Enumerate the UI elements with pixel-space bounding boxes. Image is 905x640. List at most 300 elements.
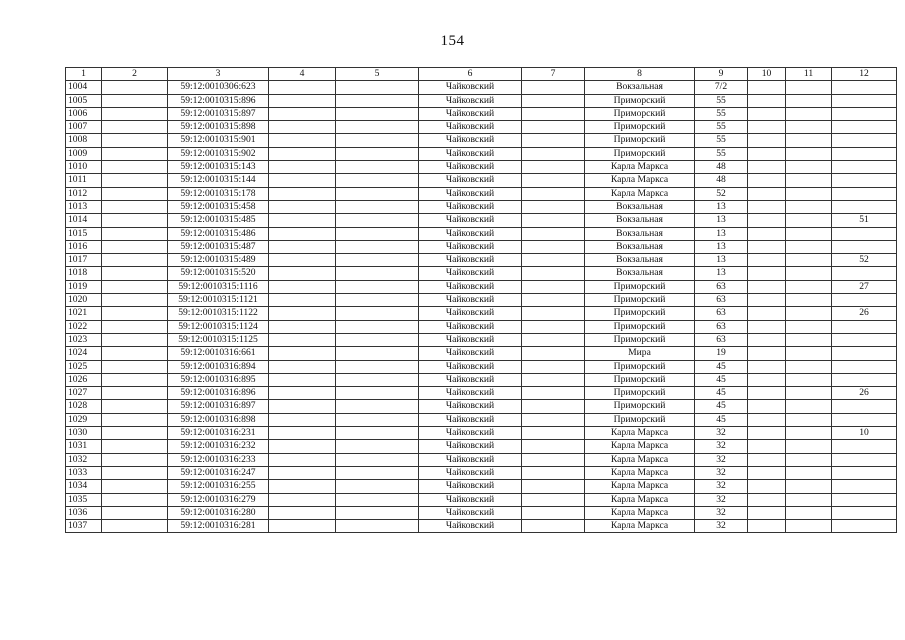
column-header: 12	[832, 68, 897, 81]
cadastral-number-cell: 59:12:0010316:895	[168, 373, 269, 386]
table-row	[66, 347, 897, 360]
house-number-cell: 48	[695, 161, 748, 174]
cell	[748, 413, 786, 426]
column-12-cell	[832, 506, 897, 519]
cell	[269, 520, 336, 533]
table-row	[66, 107, 897, 120]
city-cell: Чайковский	[419, 400, 522, 413]
column-12-cell	[832, 200, 897, 213]
cadastral-number-cell: 59:12:0010315:143	[168, 161, 269, 174]
cell	[786, 466, 832, 479]
street-cell: Приморский	[585, 107, 695, 120]
city-cell: Чайковский	[419, 373, 522, 386]
cell	[336, 307, 419, 320]
cadastral-number-cell: 59:12:0010315:1124	[168, 320, 269, 333]
cell	[522, 373, 585, 386]
cell	[269, 373, 336, 386]
cell	[748, 227, 786, 240]
city-cell: Чайковский	[419, 294, 522, 307]
cell	[748, 320, 786, 333]
table-row	[66, 520, 897, 533]
cell	[336, 107, 419, 120]
cell	[748, 373, 786, 386]
column-12-cell	[832, 267, 897, 280]
table-row	[66, 187, 897, 200]
cell	[336, 240, 419, 253]
column-12-cell	[832, 294, 897, 307]
cell	[269, 333, 336, 346]
cadastral-number-cell: 59:12:0010315:1116	[168, 280, 269, 293]
street-cell: Вокзальная	[585, 267, 695, 280]
house-number-cell: 13	[695, 200, 748, 213]
column-12-cell: 51	[832, 214, 897, 227]
column-header: 4	[269, 68, 336, 81]
street-cell: Карла Маркса	[585, 187, 695, 200]
house-number-cell: 13	[695, 254, 748, 267]
house-number-cell: 13	[695, 214, 748, 227]
table-row	[66, 227, 897, 240]
table-row	[66, 466, 897, 479]
city-cell: Чайковский	[419, 107, 522, 120]
house-number-cell: 45	[695, 373, 748, 386]
table-row	[66, 453, 897, 466]
row-number-cell: 1020	[66, 294, 102, 307]
cell	[336, 294, 419, 307]
cell	[336, 440, 419, 453]
cell	[522, 493, 585, 506]
cell	[336, 134, 419, 147]
cadastral-number-cell: 59:12:0010316:255	[168, 480, 269, 493]
city-cell: Чайковский	[419, 134, 522, 147]
table-row	[66, 307, 897, 320]
cell	[786, 506, 832, 519]
cell	[269, 413, 336, 426]
cell	[269, 161, 336, 174]
cadastral-number-cell: 59:12:0010316:897	[168, 400, 269, 413]
cell	[102, 307, 168, 320]
cadastral-number-cell: 59:12:0010315:178	[168, 187, 269, 200]
column-12-cell	[832, 466, 897, 479]
cell	[748, 94, 786, 107]
cell	[102, 240, 168, 253]
city-cell: Чайковский	[419, 147, 522, 160]
city-cell: Чайковский	[419, 333, 522, 346]
column-header: 2	[102, 68, 168, 81]
cell	[786, 147, 832, 160]
city-cell: Чайковский	[419, 466, 522, 479]
cell	[522, 254, 585, 267]
cadastral-number-cell: 59:12:0010316:896	[168, 387, 269, 400]
street-cell: Карла Маркса	[585, 453, 695, 466]
table-row	[66, 254, 897, 267]
house-number-cell: 13	[695, 227, 748, 240]
city-cell: Чайковский	[419, 440, 522, 453]
city-cell: Чайковский	[419, 413, 522, 426]
cell	[336, 493, 419, 506]
house-number-cell: 32	[695, 427, 748, 440]
cell	[269, 280, 336, 293]
street-cell: Мира	[585, 347, 695, 360]
row-number-cell: 1013	[66, 200, 102, 213]
house-number-cell: 55	[695, 134, 748, 147]
city-cell: Чайковский	[419, 174, 522, 187]
cell	[336, 413, 419, 426]
city-cell: Чайковский	[419, 214, 522, 227]
row-number-cell: 1024	[66, 347, 102, 360]
cell	[786, 320, 832, 333]
cell	[786, 214, 832, 227]
street-cell: Приморский	[585, 94, 695, 107]
cell	[748, 480, 786, 493]
cadastral-number-cell: 59:12:0010316:231	[168, 427, 269, 440]
cell	[522, 161, 585, 174]
table-row	[66, 214, 897, 227]
cell	[748, 161, 786, 174]
cell	[269, 427, 336, 440]
column-12-cell: 52	[832, 254, 897, 267]
column-header: 1	[66, 68, 102, 81]
street-cell: Приморский	[585, 333, 695, 346]
table-row	[66, 413, 897, 426]
row-number-cell: 1009	[66, 147, 102, 160]
street-cell: Вокзальная	[585, 200, 695, 213]
column-12-cell	[832, 187, 897, 200]
table-row	[66, 174, 897, 187]
cell	[748, 387, 786, 400]
cadastral-number-cell: 59:12:0010315:520	[168, 267, 269, 280]
row-number-cell: 1019	[66, 280, 102, 293]
cadastral-number-cell: 59:12:0010316:894	[168, 360, 269, 373]
street-cell: Приморский	[585, 134, 695, 147]
table-row	[66, 440, 897, 453]
cell	[102, 373, 168, 386]
cell	[336, 161, 419, 174]
city-cell: Чайковский	[419, 267, 522, 280]
cell	[748, 174, 786, 187]
house-number-cell: 63	[695, 320, 748, 333]
house-number-cell: 32	[695, 440, 748, 453]
cell	[786, 81, 832, 94]
table-row	[66, 506, 897, 519]
column-12-cell	[832, 493, 897, 506]
cell	[522, 94, 585, 107]
cell	[336, 466, 419, 479]
cadastral-number-cell: 59:12:0010316:898	[168, 413, 269, 426]
row-number-cell: 1006	[66, 107, 102, 120]
cell	[522, 506, 585, 519]
row-number-cell: 1028	[66, 400, 102, 413]
column-12-cell	[832, 161, 897, 174]
house-number-cell: 45	[695, 413, 748, 426]
cell	[102, 453, 168, 466]
cell	[748, 200, 786, 213]
cadastral-number-cell: 59:12:0010306:623	[168, 81, 269, 94]
row-number-cell: 1030	[66, 427, 102, 440]
column-header: 9	[695, 68, 748, 81]
house-number-cell: 55	[695, 121, 748, 134]
cell	[269, 187, 336, 200]
cell	[102, 227, 168, 240]
cell	[269, 267, 336, 280]
cell	[748, 400, 786, 413]
street-cell: Карла Маркса	[585, 427, 695, 440]
cell	[269, 214, 336, 227]
street-cell: Вокзальная	[585, 227, 695, 240]
cell	[786, 294, 832, 307]
column-12-cell	[832, 81, 897, 94]
city-cell: Чайковский	[419, 506, 522, 519]
city-cell: Чайковский	[419, 227, 522, 240]
column-12-cell: 26	[832, 307, 897, 320]
house-number-cell: 55	[695, 107, 748, 120]
house-number-cell: 13	[695, 267, 748, 280]
cell	[269, 480, 336, 493]
cell	[102, 121, 168, 134]
cell	[786, 413, 832, 426]
cell	[522, 360, 585, 373]
cell	[748, 493, 786, 506]
cell	[102, 161, 168, 174]
cell	[748, 427, 786, 440]
row-number-cell: 1032	[66, 453, 102, 466]
cell	[336, 147, 419, 160]
cell	[336, 453, 419, 466]
cell	[336, 360, 419, 373]
cell	[786, 387, 832, 400]
street-cell: Приморский	[585, 387, 695, 400]
cell	[336, 427, 419, 440]
cell	[522, 174, 585, 187]
cadastral-number-cell: 59:12:0010315:898	[168, 121, 269, 134]
cell	[102, 187, 168, 200]
cell	[336, 187, 419, 200]
cell	[269, 453, 336, 466]
cell	[748, 121, 786, 134]
row-number-cell: 1022	[66, 320, 102, 333]
cell	[748, 440, 786, 453]
column-header: 11	[786, 68, 832, 81]
column-12-cell	[832, 440, 897, 453]
city-cell: Чайковский	[419, 187, 522, 200]
table-row	[66, 493, 897, 506]
table-row	[66, 267, 897, 280]
cadastral-number-cell: 59:12:0010316:661	[168, 347, 269, 360]
cell	[786, 240, 832, 253]
cell	[102, 134, 168, 147]
row-number-cell: 1035	[66, 493, 102, 506]
cell	[336, 254, 419, 267]
cell	[522, 333, 585, 346]
cell	[269, 387, 336, 400]
row-number-cell: 1007	[66, 121, 102, 134]
cell	[102, 200, 168, 213]
row-number-cell: 1012	[66, 187, 102, 200]
street-cell: Приморский	[585, 400, 695, 413]
cell	[748, 147, 786, 160]
street-cell: Приморский	[585, 294, 695, 307]
cell	[522, 427, 585, 440]
cell	[102, 147, 168, 160]
cadastral-number-cell: 59:12:0010315:1125	[168, 333, 269, 346]
cadastral-number-cell: 59:12:0010315:485	[168, 214, 269, 227]
cell	[522, 107, 585, 120]
street-cell: Приморский	[585, 320, 695, 333]
column-12-cell	[832, 333, 897, 346]
cell	[522, 121, 585, 134]
column-12-cell	[832, 227, 897, 240]
cell	[748, 280, 786, 293]
cell	[748, 240, 786, 253]
city-cell: Чайковский	[419, 240, 522, 253]
cell	[269, 307, 336, 320]
cell	[522, 387, 585, 400]
city-cell: Чайковский	[419, 453, 522, 466]
house-number-cell: 55	[695, 94, 748, 107]
column-12-cell	[832, 94, 897, 107]
cell	[522, 294, 585, 307]
column-12-cell	[832, 480, 897, 493]
cell	[748, 134, 786, 147]
cadastral-number-cell: 59:12:0010316:280	[168, 506, 269, 519]
cell	[786, 373, 832, 386]
city-cell: Чайковский	[419, 347, 522, 360]
cell	[748, 360, 786, 373]
cell	[336, 520, 419, 533]
cell	[748, 187, 786, 200]
row-number-cell: 1027	[66, 387, 102, 400]
cell	[102, 320, 168, 333]
table-row	[66, 121, 897, 134]
table-row	[66, 147, 897, 160]
city-cell: Чайковский	[419, 254, 522, 267]
cell	[269, 440, 336, 453]
city-cell: Чайковский	[419, 200, 522, 213]
cadastral-number-cell: 59:12:0010316:247	[168, 466, 269, 479]
cell	[748, 453, 786, 466]
cell	[522, 347, 585, 360]
cell	[522, 413, 585, 426]
cadastral-number-cell: 59:12:0010316:233	[168, 453, 269, 466]
row-number-cell: 1037	[66, 520, 102, 533]
row-number-cell: 1029	[66, 413, 102, 426]
column-12-cell	[832, 413, 897, 426]
cell	[786, 427, 832, 440]
column-12-cell	[832, 400, 897, 413]
cell	[522, 134, 585, 147]
city-cell: Чайковский	[419, 427, 522, 440]
cell	[102, 466, 168, 479]
column-header: 10	[748, 68, 786, 81]
house-number-cell: 32	[695, 466, 748, 479]
city-cell: Чайковский	[419, 493, 522, 506]
cell	[522, 400, 585, 413]
cell	[102, 520, 168, 533]
street-cell: Приморский	[585, 307, 695, 320]
header-row	[66, 68, 897, 81]
cell	[269, 506, 336, 519]
row-number-cell: 1025	[66, 360, 102, 373]
cell	[336, 280, 419, 293]
cell	[269, 320, 336, 333]
cell	[522, 240, 585, 253]
house-number-cell: 13	[695, 240, 748, 253]
cadastral-number-cell: 59:12:0010315:1121	[168, 294, 269, 307]
column-header: 3	[168, 68, 269, 81]
cell	[786, 161, 832, 174]
column-12-cell	[832, 240, 897, 253]
column-header: 7	[522, 68, 585, 81]
cell	[102, 427, 168, 440]
house-number-cell: 32	[695, 520, 748, 533]
column-12-cell: 27	[832, 280, 897, 293]
cell	[102, 506, 168, 519]
cell	[102, 214, 168, 227]
column-12-cell	[832, 347, 897, 360]
cell	[102, 254, 168, 267]
street-cell: Карла Маркса	[585, 174, 695, 187]
cell	[269, 134, 336, 147]
row-number-cell: 1005	[66, 94, 102, 107]
cell	[336, 387, 419, 400]
street-cell: Приморский	[585, 147, 695, 160]
cell	[269, 360, 336, 373]
row-number-cell: 1010	[66, 161, 102, 174]
column-12-cell	[832, 520, 897, 533]
row-number-cell: 1018	[66, 267, 102, 280]
street-cell: Карла Маркса	[585, 493, 695, 506]
house-number-cell: 63	[695, 333, 748, 346]
cell	[786, 520, 832, 533]
cell	[269, 400, 336, 413]
cell	[269, 347, 336, 360]
cell	[522, 307, 585, 320]
cell	[522, 227, 585, 240]
cell	[748, 254, 786, 267]
cell	[336, 333, 419, 346]
cell	[522, 147, 585, 160]
house-number-cell: 32	[695, 453, 748, 466]
street-cell: Карла Маркса	[585, 506, 695, 519]
street-cell: Приморский	[585, 360, 695, 373]
city-cell: Чайковский	[419, 280, 522, 293]
cell	[786, 174, 832, 187]
cell	[522, 480, 585, 493]
cadastral-number-cell: 59:12:0010316:232	[168, 440, 269, 453]
house-number-cell: 32	[695, 480, 748, 493]
city-cell: Чайковский	[419, 480, 522, 493]
cell	[102, 94, 168, 107]
cell	[522, 81, 585, 94]
column-12-cell	[832, 107, 897, 120]
house-number-cell: 63	[695, 280, 748, 293]
cell	[522, 320, 585, 333]
row-number-cell: 1033	[66, 466, 102, 479]
house-number-cell: 32	[695, 493, 748, 506]
cell	[336, 94, 419, 107]
table-row	[66, 400, 897, 413]
row-number-cell: 1014	[66, 214, 102, 227]
cell	[336, 480, 419, 493]
cell	[786, 121, 832, 134]
table-row	[66, 161, 897, 174]
cell	[336, 174, 419, 187]
cell	[786, 267, 832, 280]
row-number-cell: 1023	[66, 333, 102, 346]
column-12-cell	[832, 147, 897, 160]
cell	[786, 280, 832, 293]
cell	[336, 200, 419, 213]
page-number: 154	[440, 33, 465, 49]
